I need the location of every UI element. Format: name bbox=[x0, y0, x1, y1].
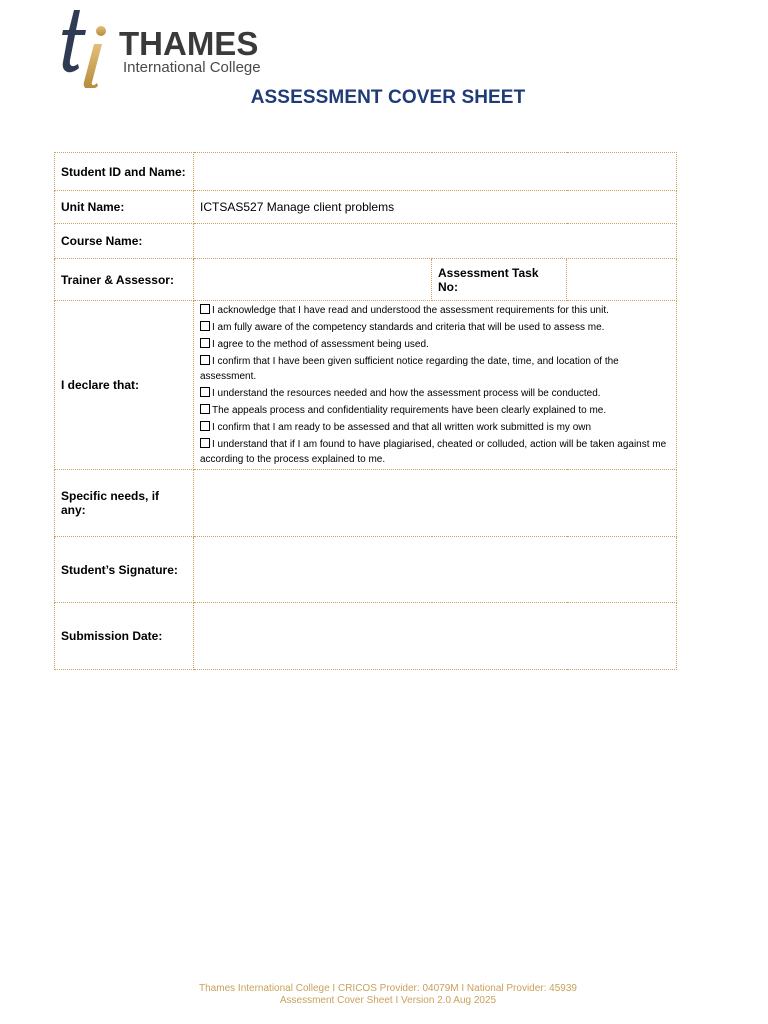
declaration-item bbox=[200, 437, 670, 467]
declaration-item bbox=[200, 337, 670, 352]
submission-date-field[interactable] bbox=[194, 603, 677, 670]
declaration-text: I am fully aware of the competency standards and criteria that will be used to assess me. bbox=[212, 322, 605, 333]
declaration-text: The appeals process and confidentiality requirements have been clearly explained to me. bbox=[212, 405, 607, 416]
declaration-checkbox[interactable] bbox=[200, 438, 210, 448]
declaration-item bbox=[200, 386, 670, 401]
declaration-text: I understand the resources needed and how the assessment process will be conducted. bbox=[212, 388, 601, 399]
submission-date-label: Submission Date: bbox=[55, 603, 194, 670]
declaration-checkbox[interactable] bbox=[200, 387, 210, 397]
page-footer bbox=[0, 983, 768, 1007]
declaration-checkbox[interactable] bbox=[200, 404, 210, 414]
declaration-item bbox=[200, 303, 670, 318]
declaration-checkbox[interactable] bbox=[200, 338, 210, 348]
course-name-field[interactable] bbox=[194, 224, 677, 259]
declaration-text: I agree to the method of assessment being used. bbox=[212, 339, 429, 350]
course-name-label: Course Name: bbox=[55, 224, 194, 259]
declaration-checkbox[interactable] bbox=[200, 355, 210, 365]
trainer-assessor-label: Trainer & Assessor: bbox=[55, 259, 194, 301]
unit-name-label: Unit Name: bbox=[55, 191, 194, 224]
declaration-checkbox[interactable] bbox=[200, 304, 210, 314]
specific-needs-label: Specific needs, if any: bbox=[55, 470, 194, 537]
specific-needs-field[interactable] bbox=[194, 470, 677, 537]
declaration-item bbox=[200, 420, 670, 435]
student-signature-field[interactable] bbox=[194, 537, 677, 603]
footer-line-1: Thames International College I CRICOS Provider: 04079M I National Provider: 45939 bbox=[199, 983, 577, 994]
declaration-item bbox=[200, 320, 670, 335]
declarations-list bbox=[194, 301, 677, 470]
declaration-item bbox=[200, 403, 670, 418]
trainer-assessor-field[interactable] bbox=[194, 259, 432, 301]
declare-label: I declare that: bbox=[55, 301, 194, 470]
assessment-task-no-label: Assessment Task No: bbox=[432, 259, 567, 301]
footer-line-2: Assessment Cover Sheet I Version 2.0 Aug 2025 bbox=[279, 995, 497, 1006]
declaration-checkbox[interactable] bbox=[200, 321, 210, 331]
page-title: ASSESSMENT COVER SHEET bbox=[250, 87, 526, 108]
student-id-field[interactable] bbox=[194, 153, 677, 191]
declaration-checkbox[interactable] bbox=[200, 421, 210, 431]
declaration-text: I understand that if I am found to have plagiarised, cheated or colluded, action will be taken against me according to the process explained to me. bbox=[200, 439, 667, 465]
declaration-text: I confirm that I am ready to be assessed and that all written work submitted is my own bbox=[212, 422, 592, 433]
cover-sheet-table bbox=[54, 152, 677, 670]
assessment-task-no-field[interactable] bbox=[567, 259, 677, 301]
declaration-text: I confirm that I have been given sufficient notice regarding the date, time, and location of the assessment. bbox=[200, 356, 619, 382]
college-logo bbox=[60, 6, 282, 88]
brand-subtitle: International College bbox=[123, 59, 261, 76]
brand-name: THAMES bbox=[119, 25, 259, 62]
declaration-item bbox=[200, 354, 670, 384]
student-id-label: Student ID and Name: bbox=[55, 153, 194, 191]
declaration-text: I acknowledge that I have read and understood the assessment requirements for this unit. bbox=[212, 305, 609, 316]
student-signature-label: Student’s Signature: bbox=[55, 537, 194, 603]
unit-name-field[interactable]: ICTSAS527 Manage client problems bbox=[194, 191, 677, 224]
